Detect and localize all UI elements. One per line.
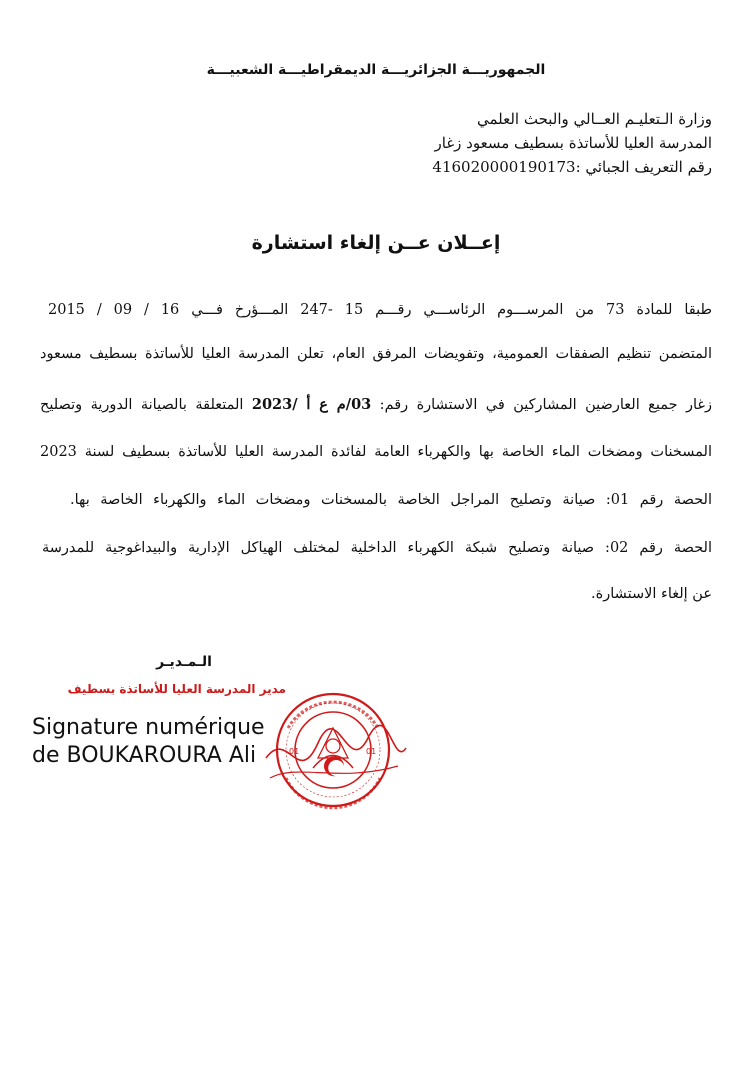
svg-text:01: 01 xyxy=(366,747,377,756)
body-line-2: المتضمن تنظيم الصفقات العمومية، وتفويضات المرفق العام، تعلن المدرسة العليا للأساتذة بسطيف مسعود xyxy=(40,346,712,362)
body-line-3-start: زغار جميع العارضين المشاركين في الاستشارة رقم: xyxy=(371,397,713,413)
lot-1: الحصة رقم 01: صيانة وتصليح المراجل الخاصة بالمسخنات ومضخات الماء والكهرباء الخاصة بها. xyxy=(70,492,712,508)
ministry-name: وزارة الـتعليـم العــالي والبحث العلمي xyxy=(476,110,712,128)
school-name: المدرسة العليا للأساتذة بسطيف مسعود زغار xyxy=(434,134,712,152)
svg-text:01: 01 xyxy=(289,747,300,756)
consultation-number: 03/م ع أ /2023 xyxy=(251,396,372,413)
republic-heading: الجمهوريـــة الجزائريـــة الديمقراطيـــة الشعبيـــة xyxy=(206,62,546,78)
body-line-3 xyxy=(40,396,712,413)
body-line-1: طبقا للمادة 73 من المرســـوم الرئاســـي رقـــم 15 -247 المـــؤرخ فـــي 16 / 09 / 2015 xyxy=(48,302,713,318)
digital-signature-line-1: Signature numérique xyxy=(32,715,265,740)
closing-line: عن إلغاء الاستشارة. xyxy=(591,586,712,602)
official-seal-icon xyxy=(258,688,408,810)
body-line-4: المسخنات ومضخات الماء الخاصة بها والكهرباء العامة لفائدة المدرسة العليا للأساتذة بسطيف لسنة 2023 xyxy=(40,444,712,460)
digital-signature-line-2: de BOUKAROURA Ali xyxy=(32,743,257,768)
lot-2: الحصة رقم 02: صيانة وتصليح شبكة الكهرباء الداخلية لمختلف الهياكل الإدارية والبيداغوجية للمدرسة xyxy=(42,540,712,556)
digital-signature xyxy=(32,714,265,770)
fiscal-id: رقم التعريف الجبائي :416020000190173 xyxy=(432,158,712,176)
stamp-label: مدير المدرسة العليا للأساتذة بسطيف xyxy=(67,682,286,696)
body-line-3-end: المتعلقة بالصيانة الدورية وتصليح xyxy=(40,397,252,413)
director-title: الـمـديـر xyxy=(156,654,212,670)
announcement-title: إعــلان عــن إلغاء استشارة xyxy=(251,232,501,254)
